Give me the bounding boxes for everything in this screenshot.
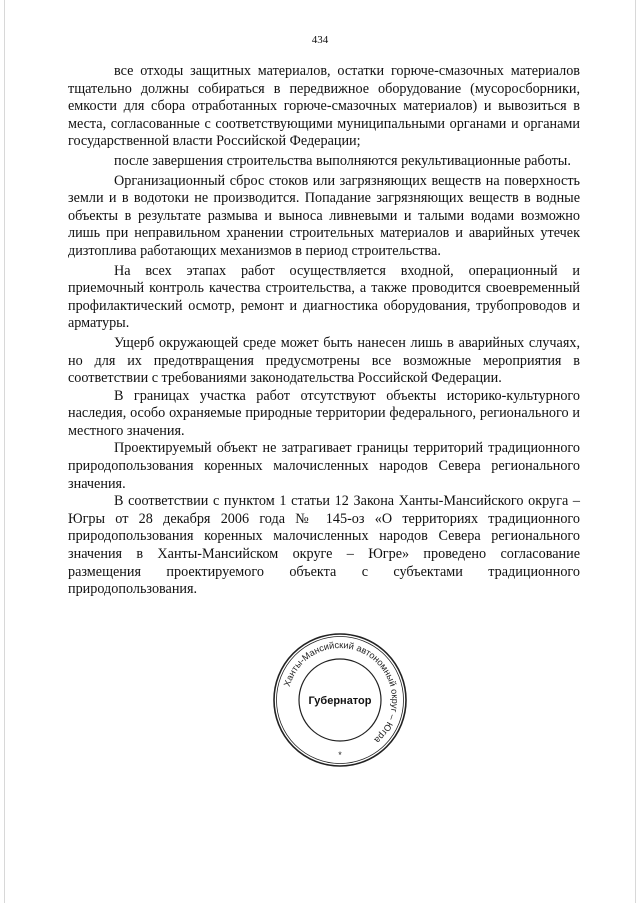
document-body <box>68 63 580 599</box>
official-stamp <box>270 630 410 770</box>
paragraph-6: В границах участка работ отсутствуют объекты историко-культурного наследия, особо охраняемые природные территории федерального, регионального и местного значения. <box>68 387 580 439</box>
stamp-ring-text: Ханты-Мансийский автономный округ – Югра <box>281 639 401 746</box>
stamp-center-text: Губернатор <box>308 695 372 707</box>
paragraph-3: Организационный сброс стоков или загрязняющих веществ на поверхность земли и в водотоки не производится. Попадание загрязняющих веществ в водные объекты в результате размыва и выноса ливневыми и талыми водами возможно лишь при неправильном хранении строительных материалов и аварийных утечек дизтоплива работающих механизмов в период строительства. <box>68 172 580 259</box>
paragraph-8: В соответствии с пунктом 1 статьи 12 Закона Ханты-Мансийского округа – Югры от 28 декабря 2006 года № 145-оз «О территориях традиционного природопользования коренных малочисленных народов Севера регионального значения в Ханты-Мансийском округе – Югре» проведено согласование размещения проектируемого объекта с субъектами традиционного природопользования. <box>68 493 580 598</box>
paragraph-5: Ущерб окружающей среде может быть нанесен лишь в аварийных случаях, но для их предотвращения предусмотрены все возможные мероприятия в соответствии с требованиями законодательства Российской Федерации. <box>68 334 580 387</box>
paragraph-4: На всех этапах работ осуществляется входной, операционный и приемочный контроль качества строительства, а также проводится своевременный профилактический осмотр, ремонт и диагностика оборудования, трубопроводов и арматуры. <box>68 262 580 332</box>
page-number: 434 <box>311 34 329 46</box>
stamp-star: * <box>338 750 342 760</box>
paragraph-1: все отходы защитных материалов, остатки горюче-смазочных материалов тщательно должны собираться в передвижное оборудование (мусоросборники, емкости для сбора отработанных горюче-смазочных материалов) и вывозиться в места, согласованные с соответствующими муниципальными органами и органами государственной власти Российской Федерации; <box>68 63 580 150</box>
paragraph-7: Проектируемый объект не затрагивает границы территорий традиционного природопользования коренных малочисленных народов Севера регионального значения. <box>68 440 580 492</box>
paragraph-2: после завершения строительства выполняются рекультивационные работы. <box>114 152 571 169</box>
